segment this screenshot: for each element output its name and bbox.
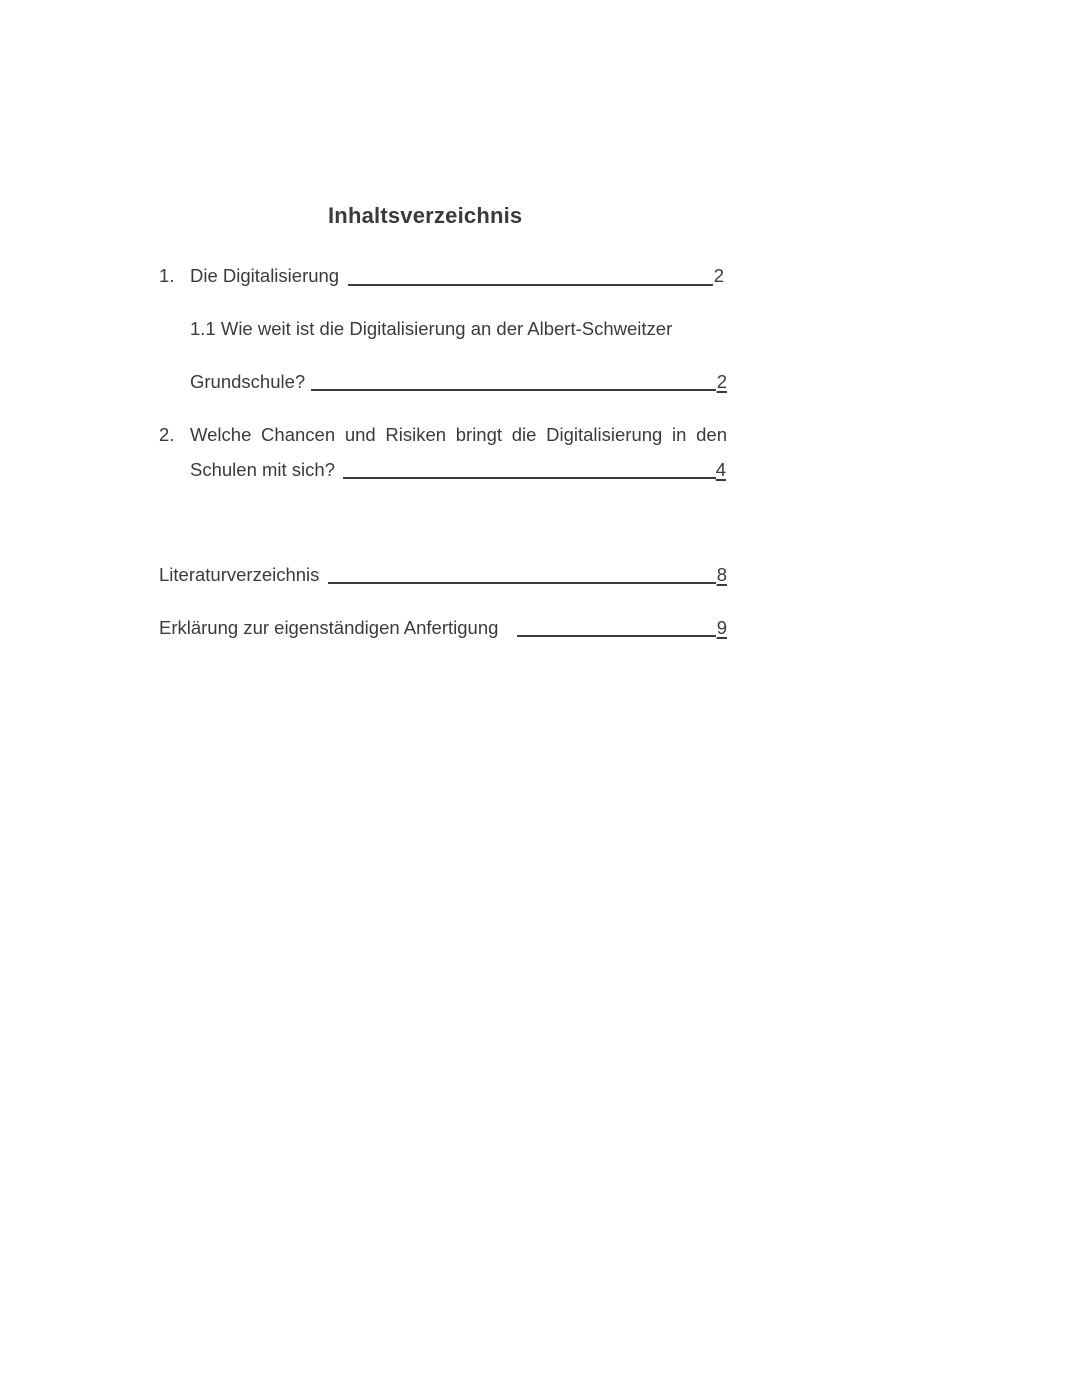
- toc-leader-line: [311, 389, 716, 391]
- toc-page-number: 2: [716, 371, 727, 392]
- toc-entry-text-line2: Grundschule?: [190, 371, 306, 392]
- toc-leader-line: [328, 582, 716, 584]
- toc-entry-number: 2.: [159, 424, 175, 445]
- toc-page-number: 2: [713, 265, 724, 286]
- toc-leader-line: [348, 284, 713, 286]
- toc-page-number: 9: [716, 617, 727, 638]
- toc-page-number: 4: [715, 459, 726, 480]
- toc-entry-text-line1: 1.1 Wie weit ist die Digitalisierung an der Albert-Schweitzer: [190, 318, 673, 339]
- toc-entry-text-line2: Schulen mit sich?: [190, 459, 335, 480]
- toc-entry-text: Literaturverzeichnis: [159, 564, 320, 585]
- toc-page-number: 8: [716, 564, 727, 585]
- toc-leader-line: [343, 477, 716, 479]
- toc-entry-text-line1: Welche Chancen und Risiken bringt die Digitalisierung in den: [190, 424, 727, 445]
- page-title: Inhaltsverzeichnis: [328, 203, 523, 228]
- toc-entry-number: 1.: [159, 265, 175, 286]
- toc-entry-text: Erklärung zur eigenständigen Anfertigung: [159, 617, 499, 638]
- toc-leader-line: [517, 635, 716, 637]
- toc-entry-text: Die Digitalisierung: [190, 265, 340, 286]
